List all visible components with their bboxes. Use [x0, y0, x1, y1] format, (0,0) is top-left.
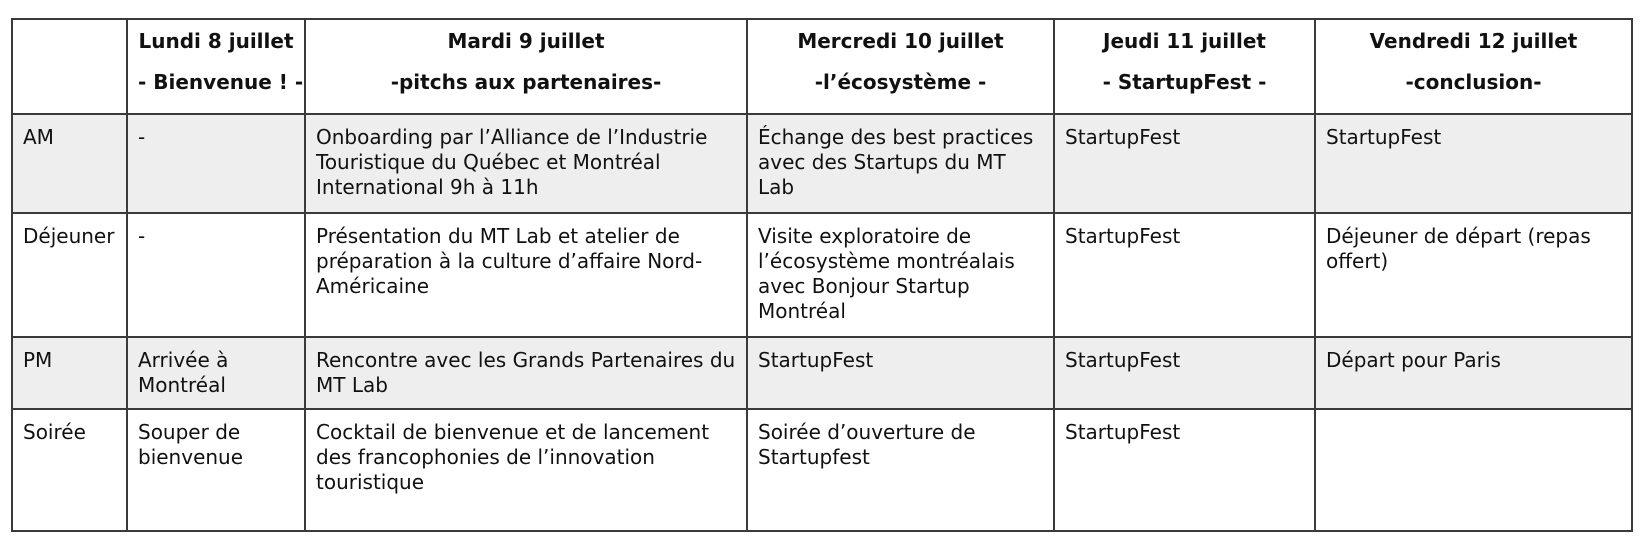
row-label: Soirée: [12, 409, 127, 531]
column-theme: -conclusion-: [1405, 70, 1542, 94]
table-cell: Échange des best practices avec des Startups du MT Lab: [747, 114, 1054, 213]
table-cell: Visite exploratoire de l’écosystème montréalais avec Bonjour Startup Montréal: [747, 213, 1054, 337]
table-cell: Rencontre avec les Grands Partenaires du MT Lab: [305, 337, 747, 409]
column-day: Lundi 8 juillet: [138, 29, 294, 53]
column-theme: -l’écosystème -: [814, 70, 987, 94]
column-theme: - Bienvenue ! -: [138, 70, 304, 94]
row-label: PM: [12, 337, 127, 409]
table-cell: StartupFest: [1054, 409, 1315, 531]
schedule-table: [11, 18, 1633, 532]
table-cell: Souper de bienvenue: [127, 409, 305, 531]
column-header-monday: [127, 19, 305, 114]
column-day: Vendredi 12 juillet: [1369, 29, 1578, 53]
table-cell: StartupFest: [1315, 114, 1632, 213]
table-cell: Déjeuner de départ (repas offert): [1315, 213, 1632, 337]
table-row-am: [12, 114, 1632, 213]
table-cell: -: [127, 213, 305, 337]
column-header-thursday: [1054, 19, 1315, 114]
column-day: Jeudi 11 juillet: [1103, 29, 1266, 53]
corner-cell: [12, 19, 127, 114]
table-row-pm: [12, 337, 1632, 409]
column-header-tuesday: [305, 19, 747, 114]
column-header-friday: [1315, 19, 1632, 114]
table-cell: Arrivée à Montréal: [127, 337, 305, 409]
column-theme: - StartupFest -: [1102, 70, 1267, 94]
table-cell: StartupFest: [1054, 337, 1315, 409]
row-label: AM: [12, 114, 127, 213]
table-cell: Départ pour Paris: [1315, 337, 1632, 409]
table-row-dejeuner: [12, 213, 1632, 337]
column-day: Mardi 9 juillet: [447, 29, 605, 53]
table-row-soiree: [12, 409, 1632, 531]
column-theme: -pitchs aux partenaires-: [390, 70, 662, 94]
column-header-wednesday: [747, 19, 1054, 114]
row-label: Déjeuner: [12, 213, 127, 337]
table-cell: StartupFest: [747, 337, 1054, 409]
table-cell: Soirée d’ouverture de Startupfest: [747, 409, 1054, 531]
table-cell: StartupFest: [1054, 114, 1315, 213]
header-row: [12, 19, 1632, 114]
table-cell: Onboarding par l’Alliance de l’Industrie Touristique du Québec et Montréal International 9h à 11h: [305, 114, 747, 213]
table-cell: Cocktail de bienvenue et de lancement des francophonies de l’innovation touristique: [305, 409, 747, 531]
table-cell: Présentation du MT Lab et atelier de préparation à la culture d’affaire Nord-Américaine: [305, 213, 747, 337]
table-cell: StartupFest: [1054, 213, 1315, 337]
table-cell: -: [127, 114, 305, 213]
column-day: Mercredi 10 juillet: [797, 29, 1004, 53]
table-cell: [1315, 409, 1632, 531]
